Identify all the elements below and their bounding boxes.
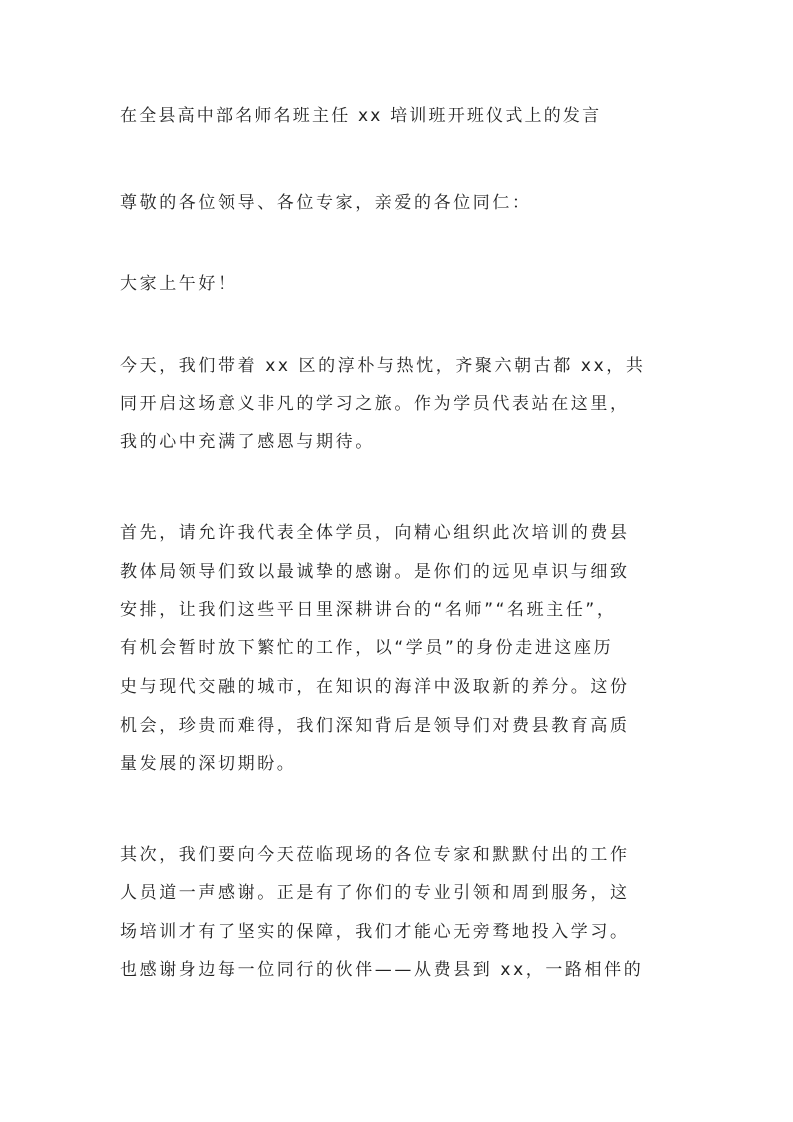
paragraph-line: 机会，珍贵而难得，我们深知背后是领导们对费县教育高质	[120, 716, 630, 736]
paragraph-line: 量发展的深切期盼。	[120, 754, 297, 774]
paragraph-line: 我的心中充满了感恩与期待。	[120, 432, 375, 452]
salutation: 尊敬的各位领导、各位专家，亲爱的各位同仁：	[120, 193, 532, 213]
paragraph-line: 今天，我们带着 xx 区的淳朴与热忱，齐聚六朝古都 xx，共	[120, 356, 646, 376]
paragraph-line: 也感谢身边每一位同行的伙伴——从费县到 xx，一路相伴的	[120, 960, 644, 980]
paragraph-line: 安排，让我们这些平日里深耕讲台的“名师”“名班主任”，	[120, 600, 617, 620]
paragraph-line: 史与现代交融的城市，在知识的海洋中汲取新的养分。这份	[120, 677, 630, 697]
greeting: 大家上午好！	[120, 274, 238, 294]
document-title: 在全县高中部名师名班主任 xx 培训班开班仪式上的发言	[120, 106, 602, 126]
paragraph-line: 同开启这场意义非凡的学习之旅。作为学员代表站在这里，	[120, 394, 630, 414]
paragraph-line: 其次，我们要向今天莅临现场的各位专家和默默付出的工作	[120, 845, 630, 865]
paragraph-line: 人员道一声感谢。正是有了你们的专业引领和周到服务，这	[120, 883, 630, 903]
paragraph-line: 场培训才有了坚实的保障，我们才能心无旁骛地投入学习。	[120, 922, 630, 942]
paragraph-line: 教体局领导们致以最诚挚的感谢。是你们的远见卓识与细致	[120, 562, 630, 582]
paragraph-line: 有机会暂时放下繁忙的工作，以“学员”的身份走进这座历	[120, 638, 614, 658]
paragraph-line: 首先，请允许我代表全体学员，向精心组织此次培训的费县	[120, 523, 630, 543]
